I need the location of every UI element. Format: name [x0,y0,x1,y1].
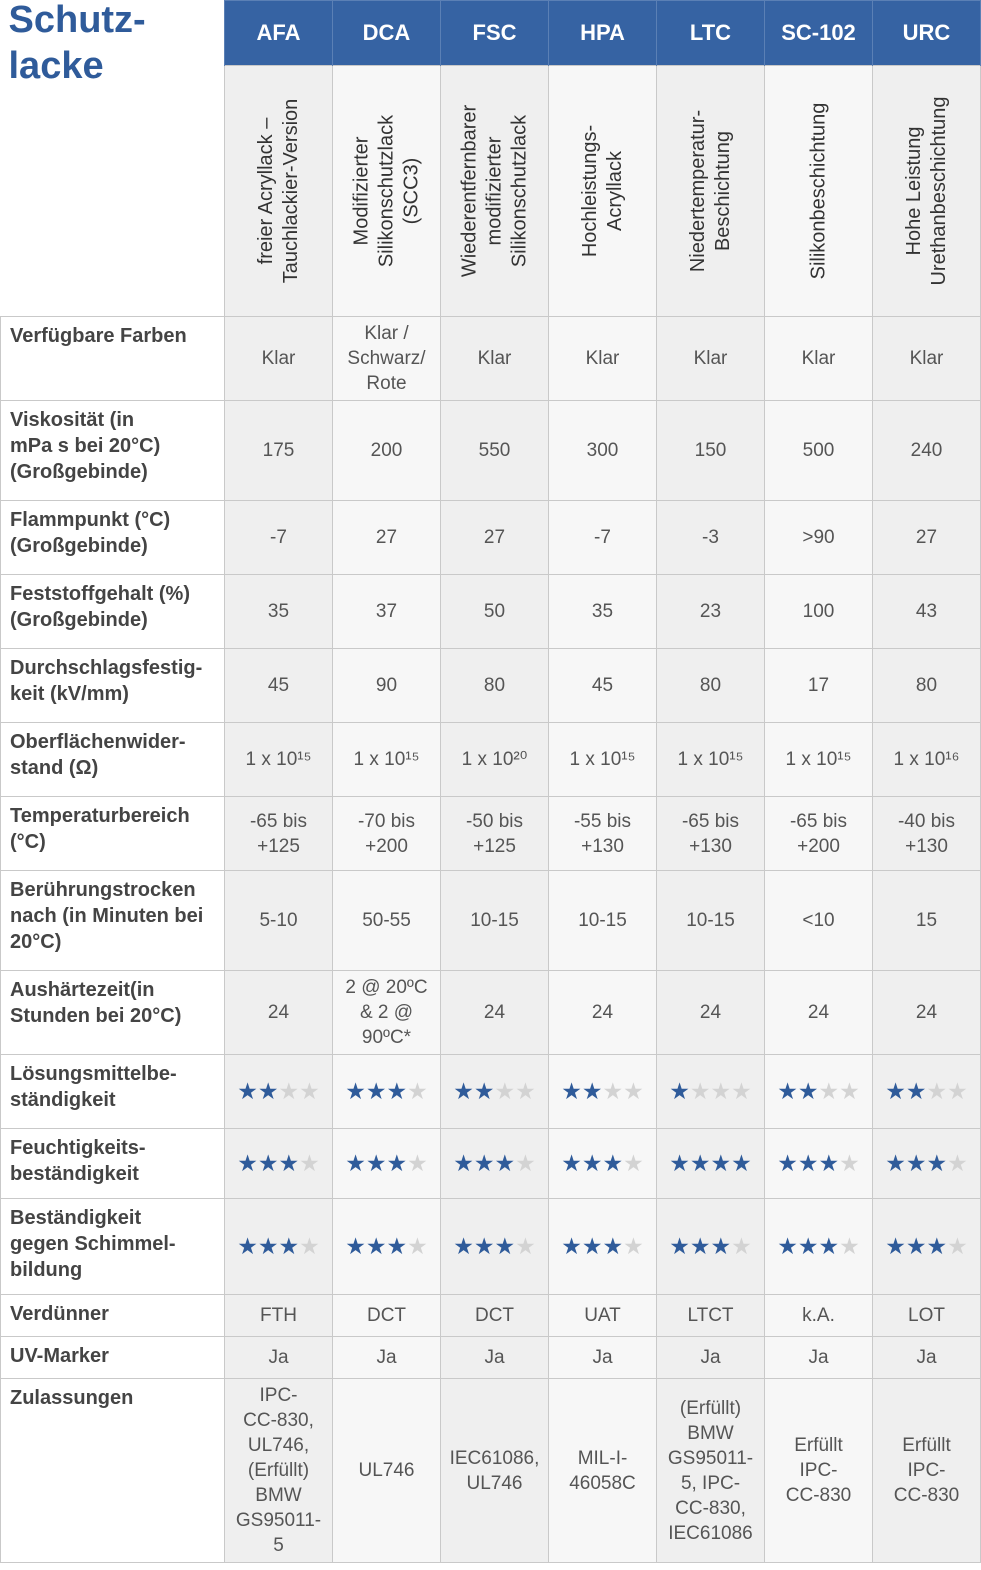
table-row [1,797,981,871]
star-filled-icon: ★ [689,1233,711,1259]
star-empty-icon: ★ [494,1078,516,1104]
star-empty-icon: ★ [407,1150,428,1176]
star-filled-icon: ★ [731,1150,752,1176]
star-rating [765,1199,873,1295]
star-rating [873,1199,981,1295]
star-filled-icon: ★ [494,1150,516,1176]
star-rating [333,1055,441,1129]
star-rating [333,1199,441,1295]
row-label: Lösungsmittelbe- ständigkeit [1,1055,225,1129]
table-cell: 35 [549,575,657,649]
table-cell: 200 [333,401,441,501]
table-cell: MIL-I- 46058C [549,1379,657,1563]
table-cell: -50 bis +125 [441,797,549,871]
star-empty-icon: ★ [818,1078,840,1104]
row-label: Feuchtigkeits- beständigkeit [1,1129,225,1199]
table-cell: Ja [873,1337,981,1379]
star-filled-icon: ★ [581,1233,603,1259]
row-label: Viskosität (in mPa s bei 20°C) (Großgebinde) [1,401,225,501]
table-cell: -55 bis +130 [549,797,657,871]
star-rating [549,1055,657,1129]
star-filled-icon: ★ [905,1233,927,1259]
table-cell: Klar / Schwarz/ Rote [333,317,441,401]
table-cell: Ja [765,1337,873,1379]
column-header: SC-102 [765,1,873,66]
star-empty-icon: ★ [623,1150,644,1176]
table-cell: 35 [225,575,333,649]
table-cell: 1 x 10¹⁵ [333,723,441,797]
table-cell: LTCT [657,1295,765,1337]
row-label: UV-Marker [1,1337,225,1379]
star-empty-icon: ★ [299,1150,320,1176]
star-filled-icon: ★ [345,1233,366,1259]
row-label: Verdünner [1,1295,225,1337]
table-row [1,1129,981,1199]
table-row [1,723,981,797]
row-label: Beständigkeit gegen Schimmel- bildung [1,1199,225,1295]
star-empty-icon: ★ [839,1233,860,1259]
star-filled-icon: ★ [278,1150,300,1176]
table-row [1,649,981,723]
star-filled-icon: ★ [602,1150,624,1176]
table-cell: 27 [333,501,441,575]
table-row [1,871,981,971]
star-filled-icon: ★ [797,1233,819,1259]
star-filled-icon: ★ [710,1150,732,1176]
star-filled-icon: ★ [689,1150,711,1176]
table-cell: 50 [441,575,549,649]
star-empty-icon: ★ [947,1078,968,1104]
table-cell: Klar [873,317,981,401]
column-description-text: Niedertemperatur- Beschichtung [686,109,734,273]
table-cell: 300 [549,401,657,501]
table-cell: 24 [225,971,333,1055]
table-cell: 80 [657,649,765,723]
table-row [1,1295,981,1337]
table-cell: 10-15 [441,871,549,971]
column-description-text: Hochleistungs- Acryllack [578,124,626,258]
table-cell: 500 [765,401,873,501]
star-filled-icon: ★ [237,1150,258,1176]
table-cell: (Erfüllt) BMW GS95011- 5, IPC- CC-830, IEC61086 [657,1379,765,1563]
table-cell: Klar [657,317,765,401]
table-cell: Klar [441,317,549,401]
star-rating [441,1129,549,1199]
table-cell: 27 [441,501,549,575]
table-cell: Erfüllt IPC- CC-830 [765,1379,873,1563]
star-filled-icon: ★ [345,1078,366,1104]
star-empty-icon: ★ [947,1233,968,1259]
table-cell: FTH [225,1295,333,1337]
star-empty-icon: ★ [602,1078,624,1104]
column-header: FSC [441,1,549,66]
column-header: DCA [333,1,441,66]
star-filled-icon: ★ [926,1150,948,1176]
table-cell: 24 [441,971,549,1055]
table-cell: Klar [225,317,333,401]
table-cell: 24 [657,971,765,1055]
table-cell: 24 [765,971,873,1055]
star-filled-icon: ★ [777,1150,798,1176]
star-empty-icon: ★ [515,1233,536,1259]
row-label: Feststoffgehalt (%) (Großgebinde) [1,575,225,649]
table-cell: Ja [441,1337,549,1379]
table-cell: 240 [873,401,981,501]
table-cell: 23 [657,575,765,649]
table-cell: 90 [333,649,441,723]
star-filled-icon: ★ [669,1078,690,1104]
star-rating [441,1055,549,1129]
star-filled-icon: ★ [797,1150,819,1176]
star-empty-icon: ★ [926,1078,948,1104]
star-filled-icon: ★ [257,1078,279,1104]
table-row [1,1379,981,1563]
table-body [1,317,981,1563]
column-description-text: Modifizierter Silikonschutzlack (SCC3) [350,114,422,268]
star-empty-icon: ★ [947,1150,968,1176]
row-label: Zulassungen [1,1379,225,1563]
star-filled-icon: ★ [473,1150,495,1176]
star-filled-icon: ★ [777,1078,798,1104]
table-cell: Ja [549,1337,657,1379]
column-description [441,66,549,317]
star-filled-icon: ★ [473,1078,495,1104]
star-rating [441,1199,549,1295]
star-filled-icon: ★ [885,1078,906,1104]
column-description-text: Silikonbeschichtung [807,102,829,280]
star-rating [225,1055,333,1129]
star-filled-icon: ★ [905,1150,927,1176]
table-cell: 24 [549,971,657,1055]
star-rating [549,1199,657,1295]
star-filled-icon: ★ [797,1078,819,1104]
table-cell: 17 [765,649,873,723]
table-cell: 1 x 10¹⁵ [549,723,657,797]
star-rating [333,1129,441,1199]
star-filled-icon: ★ [237,1078,258,1104]
star-filled-icon: ★ [453,1233,474,1259]
column-header: URC [873,1,981,66]
row-label: Durchschlagsfestig- keit (kV/mm) [1,649,225,723]
row-label: Temperaturbereich (°C) [1,797,225,871]
table-cell: DCT [441,1295,549,1337]
table-cell: k.A. [765,1295,873,1337]
table-row [1,1055,981,1129]
table-cell: 100 [765,575,873,649]
star-filled-icon: ★ [365,1078,387,1104]
star-filled-icon: ★ [365,1150,387,1176]
column-description [549,66,657,317]
table-cell: Klar [549,317,657,401]
table-row [1,1199,981,1295]
table-cell: -65 bis +200 [765,797,873,871]
star-filled-icon: ★ [237,1233,258,1259]
table-row [1,575,981,649]
star-empty-icon: ★ [515,1150,536,1176]
star-filled-icon: ★ [581,1150,603,1176]
table-cell: 15 [873,871,981,971]
star-filled-icon: ★ [365,1233,387,1259]
star-rating [765,1129,873,1199]
table-cell: <10 [765,871,873,971]
star-filled-icon: ★ [453,1150,474,1176]
star-filled-icon: ★ [345,1150,366,1176]
table-cell: 2 @ 20ºC & 2 @ 90ºC* [333,971,441,1055]
star-rating [225,1129,333,1199]
star-empty-icon: ★ [731,1078,752,1104]
star-rating [873,1129,981,1199]
table-cell: 1 x 10¹⁵ [765,723,873,797]
star-empty-icon: ★ [710,1078,732,1104]
star-filled-icon: ★ [561,1078,582,1104]
table-cell: 45 [549,649,657,723]
star-filled-icon: ★ [257,1233,279,1259]
table-cell: 5-10 [225,871,333,971]
table-cell: 175 [225,401,333,501]
star-empty-icon: ★ [623,1233,644,1259]
star-filled-icon: ★ [885,1150,906,1176]
table-cell: DCT [333,1295,441,1337]
column-description [225,66,333,317]
column-description [765,66,873,317]
table-cell: 43 [873,575,981,649]
star-empty-icon: ★ [278,1078,300,1104]
star-empty-icon: ★ [407,1233,428,1259]
row-label: Aushärtezeit(in Stunden bei 20°C) [1,971,225,1055]
table-cell: 10-15 [549,871,657,971]
star-filled-icon: ★ [602,1233,624,1259]
table-row [1,317,981,401]
star-filled-icon: ★ [386,1233,408,1259]
table-cell: 150 [657,401,765,501]
page-title: Schutz- lacke [8,0,146,87]
row-label: Oberflächenwider- stand (Ω) [1,723,225,797]
star-filled-icon: ★ [257,1150,279,1176]
table-row [1,501,981,575]
table-cell: 1 x 10¹⁶ [873,723,981,797]
column-header: LTC [657,1,765,66]
table-row [1,971,981,1055]
star-filled-icon: ★ [818,1233,840,1259]
table-cell: IEC61086, UL746 [441,1379,549,1563]
table-cell: IPC- CC-830, UL746, (Erfüllt) BMW GS95011- 5 [225,1379,333,1563]
star-filled-icon: ★ [581,1078,603,1104]
table-cell: 10-15 [657,871,765,971]
column-description [657,66,765,317]
column-description [333,66,441,317]
star-filled-icon: ★ [494,1233,516,1259]
star-rating [657,1129,765,1199]
star-filled-icon: ★ [710,1233,732,1259]
table-cell: 27 [873,501,981,575]
table-cell: 550 [441,401,549,501]
table-cell: 1 x 10²⁰ [441,723,549,797]
table-cell: 24 [873,971,981,1055]
table-cell: -7 [549,501,657,575]
table-cell: UL746 [333,1379,441,1563]
star-filled-icon: ★ [818,1150,840,1176]
table-cell: 80 [441,649,549,723]
table-cell: 80 [873,649,981,723]
table-row [1,1337,981,1379]
star-rating [225,1199,333,1295]
table-cell: 45 [225,649,333,723]
table-cell: -65 bis +130 [657,797,765,871]
title-cell [1,1,225,317]
star-filled-icon: ★ [386,1150,408,1176]
table-cell: -40 bis +130 [873,797,981,871]
star-rating [873,1055,981,1129]
star-filled-icon: ★ [669,1233,690,1259]
star-filled-icon: ★ [561,1150,582,1176]
star-filled-icon: ★ [386,1078,408,1104]
table-cell: LOT [873,1295,981,1337]
star-filled-icon: ★ [453,1078,474,1104]
star-filled-icon: ★ [926,1233,948,1259]
column-description-text: freier Acryllack – Tauchlackier-Version [254,98,302,284]
table-cell: 1 x 10¹⁵ [657,723,765,797]
table-cell: 1 x 10¹⁵ [225,723,333,797]
table-cell: -70 bis +200 [333,797,441,871]
star-filled-icon: ★ [669,1150,690,1176]
row-label: Berührungstrocken nach (in Minuten bei 20°C) [1,871,225,971]
column-description [873,66,981,317]
table-cell: 50-55 [333,871,441,971]
table-cell: Ja [333,1337,441,1379]
table-cell: 37 [333,575,441,649]
column-header: AFA [225,1,333,66]
star-empty-icon: ★ [839,1150,860,1176]
star-rating [549,1129,657,1199]
star-rating [657,1055,765,1129]
table-row [1,401,981,501]
column-description-text: Hohe Leistung Urethanbeschichtung [902,96,950,286]
table-cell: -65 bis +125 [225,797,333,871]
table-cell: -7 [225,501,333,575]
star-filled-icon: ★ [905,1078,927,1104]
table-cell: UAT [549,1295,657,1337]
star-empty-icon: ★ [299,1078,320,1104]
star-filled-icon: ★ [885,1233,906,1259]
column-header: HPA [549,1,657,66]
row-label: Flammpunkt (°C) (Großgebinde) [1,501,225,575]
star-empty-icon: ★ [407,1078,428,1104]
table-cell: Klar [765,317,873,401]
table-cell: >90 [765,501,873,575]
row-label: Verfügbare Farben [1,317,225,401]
star-empty-icon: ★ [839,1078,860,1104]
table-cell: Ja [657,1337,765,1379]
star-rating [765,1055,873,1129]
star-empty-icon: ★ [623,1078,644,1104]
table-cell: -3 [657,501,765,575]
star-empty-icon: ★ [515,1078,536,1104]
star-filled-icon: ★ [561,1233,582,1259]
star-rating [657,1199,765,1295]
star-empty-icon: ★ [731,1233,752,1259]
star-filled-icon: ★ [473,1233,495,1259]
star-filled-icon: ★ [278,1233,300,1259]
star-empty-icon: ★ [299,1233,320,1259]
star-filled-icon: ★ [777,1233,798,1259]
table-cell: Ja [225,1337,333,1379]
star-empty-icon: ★ [689,1078,711,1104]
column-description-text: Wiederentfernbarer modifizierter Silikonschutzlack [458,104,530,278]
table-cell: Erfüllt IPC- CC-830 [873,1379,981,1563]
